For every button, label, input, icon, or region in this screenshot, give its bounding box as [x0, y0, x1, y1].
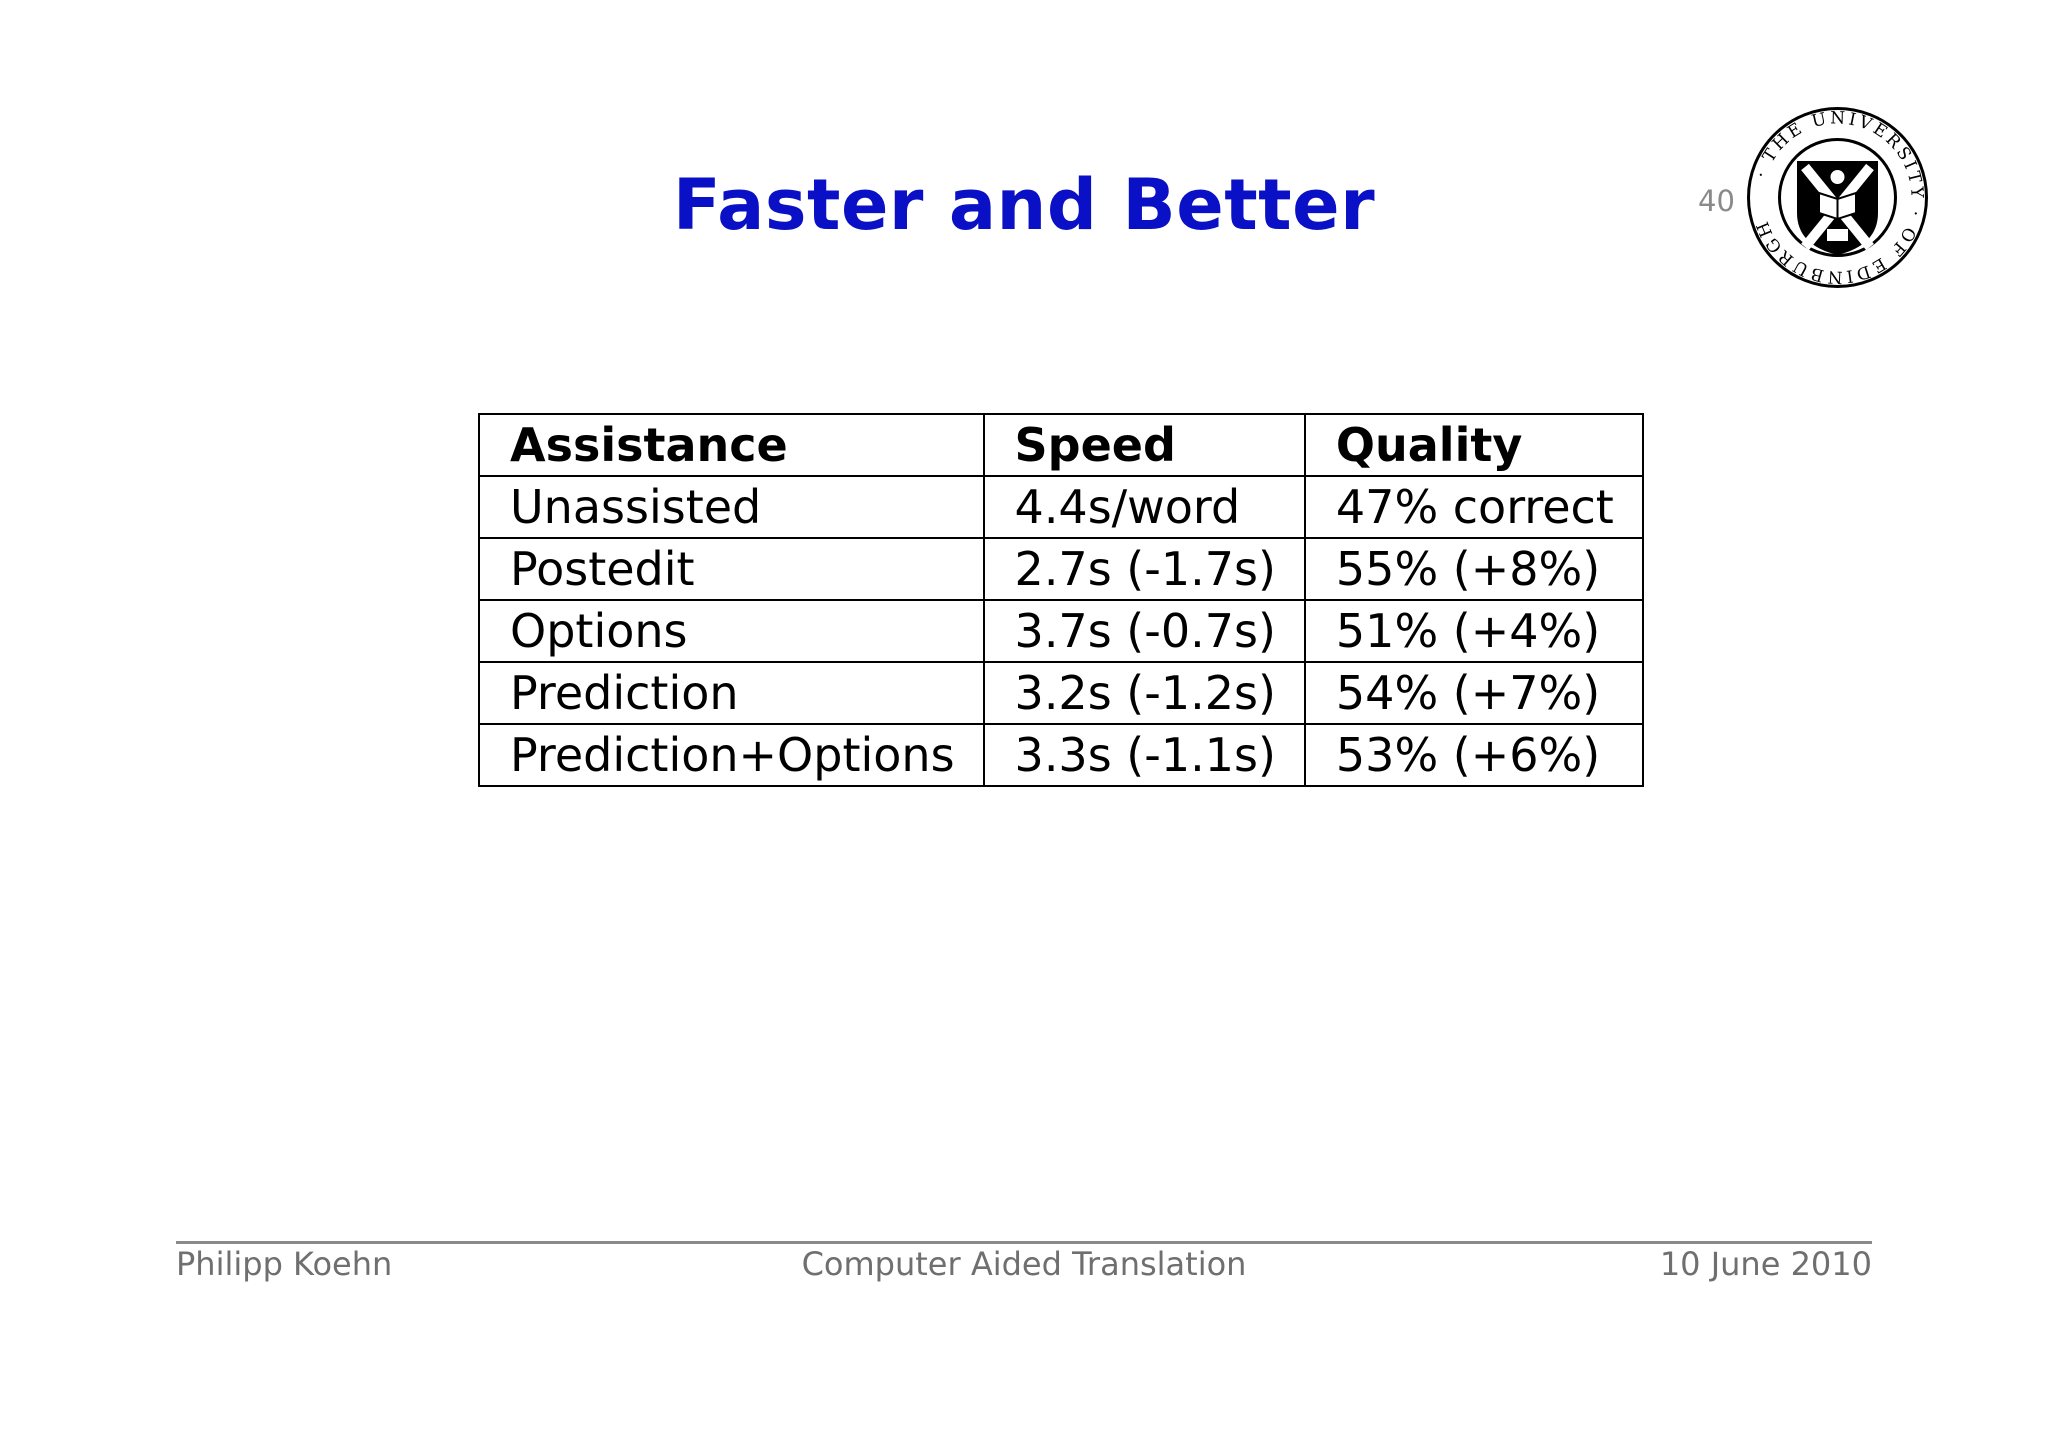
header-quality: Quality	[1305, 414, 1643, 476]
header-assistance: Assistance	[479, 414, 984, 476]
slide-title: Faster and Better	[672, 164, 1376, 246]
footer-divider	[176, 1241, 1872, 1244]
table-row	[479, 600, 1643, 662]
assistance-cell: Prediction+Options	[479, 724, 984, 786]
table-row	[479, 476, 1643, 538]
assistance-cell: Postedit	[479, 538, 984, 600]
header-speed: Speed	[984, 414, 1305, 476]
speed-cell: 3.2s (-1.2s)	[984, 662, 1305, 724]
quality-cell: 53% (+6%)	[1305, 724, 1643, 786]
speed-cell: 3.3s (-1.1s)	[984, 724, 1305, 786]
assistance-cell: Prediction	[479, 662, 984, 724]
speed-cell: 3.7s (-0.7s)	[984, 600, 1305, 662]
quality-cell: 55% (+8%)	[1305, 538, 1643, 600]
quality-cell: 54% (+7%)	[1305, 662, 1643, 724]
quality-cell: 51% (+4%)	[1305, 600, 1643, 662]
assistance-cell: Unassisted	[479, 476, 984, 538]
results-table	[478, 413, 1644, 787]
footer-author: Philipp Koehn	[176, 1245, 393, 1283]
footer-date: 10 June 2010	[1659, 1245, 1872, 1283]
speed-cell: 2.7s (-1.7s)	[984, 538, 1305, 600]
table-row	[479, 538, 1643, 600]
footer-talk-title: Computer Aided Translation	[801, 1245, 1247, 1283]
page-number: 40	[1698, 184, 1735, 218]
assistance-cell: Options	[479, 600, 984, 662]
speed-cell: 4.4s/word	[984, 476, 1305, 538]
quality-cell: 47% correct	[1305, 476, 1643, 538]
table-header-row	[479, 414, 1643, 476]
table-row	[479, 662, 1643, 724]
table-row	[479, 724, 1643, 786]
svg-text:· THE UNIVERSITY · OF EDINBURG: · THE UNIVERSITY · OF EDINBURGH	[1751, 108, 1927, 287]
university-of-edinburgh-crest-icon	[1745, 105, 1930, 290]
